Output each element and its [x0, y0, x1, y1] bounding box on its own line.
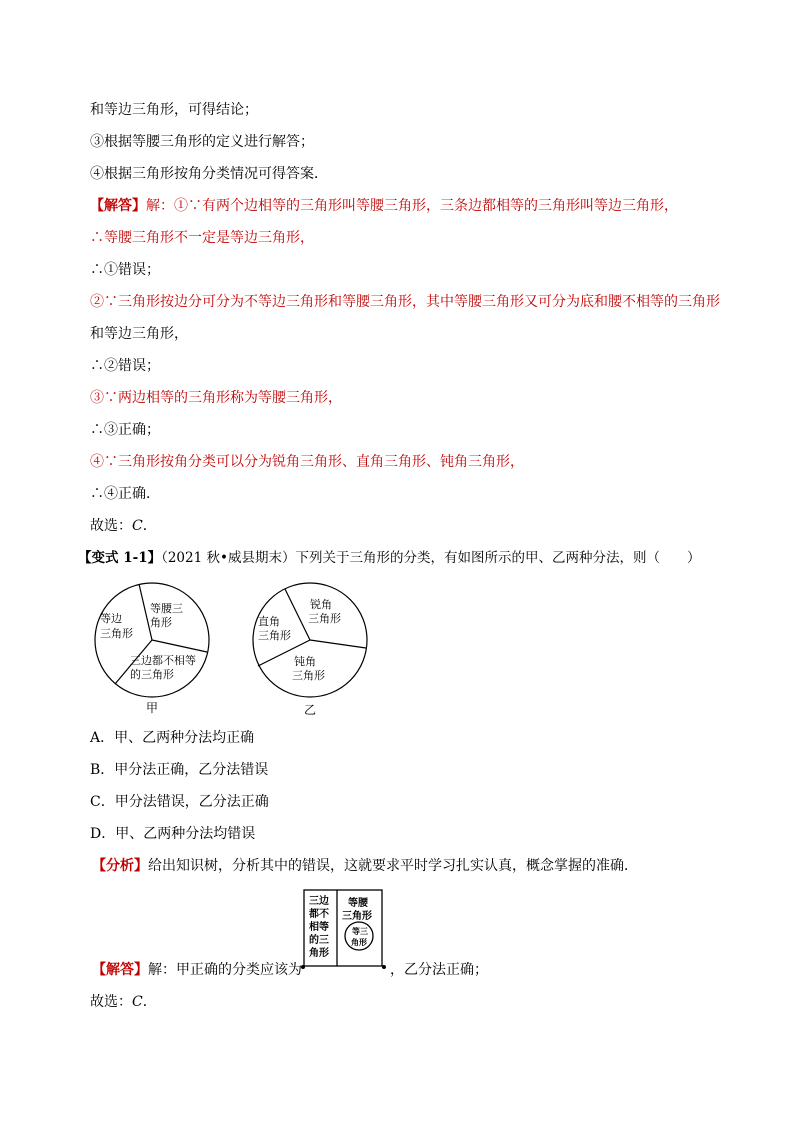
- tree-left-text: 角形: [309, 948, 329, 959]
- solution-intro-line: [90, 196, 678, 216]
- figure-label-yi: 乙: [303, 703, 316, 717]
- solution-text: 解：①∵有两个边相等的三角形叫等腰三角形，三条边都相等的三角形叫等边三角形，: [146, 198, 678, 214]
- pie-label-obtuse-2: 三角形: [292, 669, 325, 682]
- text-line-11: ∴③正确；: [90, 422, 160, 438]
- pie-label-equilateral: 等边: [100, 612, 122, 625]
- text-line-5: ∴等腰三角形不一定是等边三角形，: [90, 230, 314, 246]
- choice-value: C: [132, 518, 143, 534]
- pie-figure-yi: [250, 580, 370, 700]
- option-c[interactable]: C．甲分法错误，乙分法正确: [90, 794, 269, 810]
- option-a[interactable]: A．甲、乙两种分法均正确: [90, 730, 255, 746]
- text-line-2: ③根据等腰三角形的定义进行解答；: [90, 134, 314, 150]
- pie-label-isosceles: 等腰三: [150, 602, 183, 615]
- figure-label-jia: 甲: [145, 701, 158, 715]
- pie-divider: [152, 640, 207, 652]
- choice-period: ．: [142, 518, 157, 534]
- tree-isosceles-text: 等腰: [348, 898, 368, 909]
- pie-label-obtuse: 钝角: [294, 655, 316, 668]
- answer-text-b: ，乙分法正确；: [390, 962, 488, 978]
- text-line-8: 和等边三角形，: [90, 326, 188, 342]
- tree-left-text: 三边: [309, 896, 329, 907]
- text-line-6: ∴①错误；: [90, 262, 160, 278]
- tree-equilateral-text: 等三: [352, 927, 368, 936]
- final-choice-value: C: [132, 994, 143, 1010]
- pie-label-acute: 锐角: [310, 598, 332, 611]
- answer-line: [92, 960, 488, 980]
- pie-label-scalene: 三边都不相等: [130, 654, 196, 667]
- text-line-13: ∴④正确．: [90, 486, 160, 502]
- tree-equilateral-text: 角形: [351, 938, 367, 947]
- text-line-1: 和等边三角形，可得结论；: [90, 102, 258, 118]
- tree-left-text: 的三: [309, 935, 329, 946]
- pie-label-isosceles-2: 角形: [150, 616, 172, 629]
- text-line-3: ④根据三角形按角分类情况可得答案．: [90, 166, 328, 182]
- question-text: （2021 秋•威县期末）下列关于三角形的分类，有如图所示的甲、乙两种分法，则（ ）: [161, 550, 701, 566]
- solution-tag: 【解答】: [90, 198, 146, 214]
- pie-label-acute-2: 三角形: [308, 612, 341, 625]
- answer-text-a: 解：甲正确的分类应该为: [148, 962, 302, 978]
- analysis-tag: 【分析】: [92, 858, 148, 874]
- final-choice-line: [90, 992, 157, 1012]
- question-line: [78, 548, 700, 568]
- text-line-7: ②∵三角形按边分可分为不等边三角形和等腰三角形，其中等腰三角形又可分为底和腰不相等的三角形: [90, 294, 720, 310]
- analysis-line: [92, 856, 638, 876]
- pie-figure-jia: [92, 580, 212, 700]
- tree-left-text: 都不: [309, 909, 329, 920]
- analysis-text: 给出知识树，分析其中的错误，这就要求平时学习扎实认真，概念掌握的准确．: [148, 858, 638, 874]
- pie-label-right: 直角: [258, 615, 280, 628]
- pie-label-right-2: 三角形: [258, 629, 291, 642]
- text-line-12: ④∵三角形按角分类可以分为锐角三角形、直角三角形、钝角三角形，: [90, 454, 524, 470]
- answer-tag: 【解答】: [92, 962, 148, 978]
- final-choice-period: ．: [142, 994, 157, 1010]
- choice-label: 故选：: [90, 518, 132, 534]
- pie-label-equilateral-2: 三角形: [100, 627, 133, 640]
- pie-label-scalene-2: 的三角形: [130, 668, 174, 681]
- text-line-9: ∴②错误；: [90, 358, 160, 374]
- question-tag: 【变式 1-1】: [78, 550, 162, 566]
- tree-isosceles-text: 三角形: [342, 911, 372, 922]
- final-choice-label: 故选：: [90, 994, 132, 1010]
- tree-left-text: 相等: [309, 922, 329, 933]
- pie-divider: [310, 640, 366, 648]
- text-line-10: ③∵两边相等的三角形称为等腰三角形，: [90, 390, 342, 406]
- option-b[interactable]: B．甲分法正确，乙分法错误: [90, 762, 269, 778]
- option-d[interactable]: D．甲、乙两种分法均错误: [90, 826, 256, 842]
- choice-line: [90, 516, 157, 536]
